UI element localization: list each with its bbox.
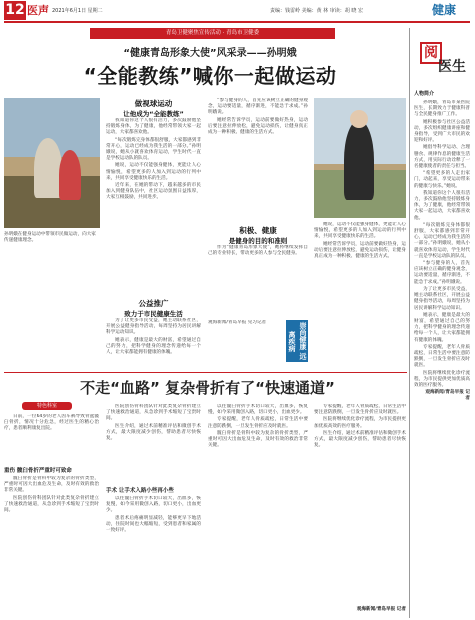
motto-label: 崇尚健康 远离疾病: [286, 320, 308, 362]
sidebar-intro-label: 人物简介: [414, 91, 435, 97]
paragraph: 她说，运动不仅能强身健体，更能让人心情愉悦，希望更多的人加入到运动的行列中来，共同享受健康快乐的生活。: [314, 222, 406, 240]
paragraph: 医院将继续优化诊疗流程，为市民提供更加优质高效的医疗服务。: [414, 370, 470, 388]
page-number: 12: [5, 2, 25, 18]
lower-col3-sub: 手术 让手术入路小些再小些: [106, 488, 174, 494]
sidebar-mark-2: 医生: [438, 59, 466, 75]
lower-col1-body: [4, 476, 99, 616]
sidebar-mark-1: 阅: [420, 42, 442, 64]
col2-section-sub: 致力于市民健康生活: [124, 310, 183, 318]
paragraph: 医生介绍，通过术前精准评估和微创手术方式，最大限度减少创伤，帮助患者尽快恢复。: [106, 423, 201, 442]
paragraph: 她经常告诉学员，运动前要做好热身，运动后要注意拉伸放松，避免运动损伤，让健身真正成为一种积极、健康的生活方式。: [314, 241, 406, 260]
date-line: 2021年6月1日 星期二: [52, 8, 103, 14]
paragraph: 医院创伤骨科团队针对此类复杂骨折建立了快速救治通道，从急诊到手术缩短了宝贵时间。: [106, 404, 201, 422]
paragraph: “每次锻炼完身体都很舒服，大家都感到非常开心，运动已经成为我生活的一部分。”孙明娥说，她从小就喜欢体育运动，学生时代一直是学校运动队的队员。: [106, 137, 201, 162]
paragraph: 作为“健康青岛形象大使”，她将继续发挥自己的专业特长，带动更多的人参与全民健身。: [208, 245, 308, 257]
paragraph: 为了让更多市民受益，她主动联系社区，开展公益健身指导活动，每周坚持为居民讲解科学运动知识。: [106, 318, 201, 336]
photo-caption: 孙明娥在健身运动中带领市民做运动，向大家传递健康理念。: [4, 232, 96, 244]
paragraph: 她表示，健康是最大的财富，希望通过自己的努力，把科学健身的理念传递给每一个人，让大家都能拥有健康的体魄。: [414, 312, 470, 343]
col1-headline2: 让他成为“全能教练”: [123, 110, 184, 118]
col2-section-title: 公益推广: [138, 299, 169, 308]
col4-body: [314, 222, 406, 362]
paragraph: 孙明娥，青岛市某医院医生，长期致力于健康科普与全民健身推广工作。: [414, 100, 470, 118]
col3-section-sub: 是健身的目的和准则: [228, 237, 288, 245]
paragraph: 专家提醒，老年人骨质疏松，日常生活中要注意防跌倒，一旦发生骨折应及时就医。: [414, 344, 470, 369]
main-headline: “全能教练”喊你一起做运动: [83, 64, 337, 88]
paragraph: 髋臼骨折是骨科中较为复杂的骨折类型，严重时可因大出血危及生命，及时有效的救治非常关键。: [4, 476, 99, 494]
paragraph: 以往髋臼骨折手术切口较大，出血多，恢复慢，如今采用微创入路，切口更小，出血更少。: [106, 496, 201, 514]
col2-body: [106, 318, 201, 368]
paragraph: 她积极参与社区公益活动，多次组织健康讲座和健身指导，受到广大市民的欢迎和好评。: [414, 119, 470, 144]
reporter: 观海新闻/青岛早报 记者: [425, 390, 470, 402]
col1-body: [106, 118, 201, 288]
paragraph: 髋臼骨折是骨科中较为复杂的骨折类型，严重时可因大出血危及生命，及时有效的救治非常关键。: [208, 430, 308, 449]
sidebar-mark: [412, 34, 468, 84]
paragraph: 她经常告诉学员，运动前要做好热身，运动后要注意拉伸放松，避免运动损伤，让健身真正成为一种积极、健康的生活方式。: [208, 117, 308, 136]
paragraph: “希望更多的人走出家门，动起来，享受运动带来的健康与快乐。”她说。: [414, 171, 470, 189]
paragraph: 患者术后疼痛明显减轻，能够更早下地活动，住院时间也大幅缩短，受到患者和家属的一致好评。: [106, 515, 201, 534]
lower-col2-body: [106, 496, 201, 616]
col3-section-title: 积极、健康: [239, 226, 277, 235]
brand-title: 健康: [432, 3, 457, 17]
section-name: 医声: [27, 4, 49, 17]
paragraph: “参与健身的人，首先应该树立正确的健身观念，运动要适量，循序渐进，不能急于求成。”孙明娥说。: [414, 261, 470, 285]
paragraph: “每次锻炼完身体都很舒服，大家都感到非常开心，运动已经成为我生活的一部分。”孙明娥说，她从小就喜欢体育运动，学生时代一直是学校运动队的队员。: [414, 222, 470, 259]
editors-line: 责编：钱雷岭 美编：黄 林 审读：胡 晓 宏: [270, 8, 363, 14]
paragraph: 专家提醒，老年人骨质疏松，日常生活中要注意防跌倒，一旦发生骨折应及时就医。: [314, 404, 406, 416]
col1-headline1: 做视球运动: [134, 99, 173, 108]
paragraph: 她说，运动不仅能强身健体，更能让人心情愉悦，希望更多的人加入到运动的行列中来，共同享受健康快乐的生活。: [106, 163, 201, 181]
motto-box: [208, 320, 308, 362]
lower-reporter: 观海新闻/青岛早报 记者: [356, 607, 406, 612]
paragraph: 医生介绍，通过术前精准评估和微创手术方式，最大限度减少创伤，帮助患者尽快恢复。: [314, 430, 406, 449]
paragraph: 日前，一位64岁的老人因车祸导致骨盆髋臼骨折，情况十分危急，经过医生的精心治疗，患者顺利康复出院。: [4, 414, 99, 432]
lower-headline: 不走“血路” 复杂骨折有了“快速通道”: [80, 379, 335, 397]
lower-col1-sub: 重伤 髋臼骨折严重时可致命: [4, 468, 72, 474]
paragraph: 我知道你这个人很有活力，多次鼓励他坚持锻炼身体，为了健康，他经常带领大家一起运动，大家都喜欢他。: [106, 118, 201, 136]
lower-col3-body: [208, 404, 308, 616]
lower-col4-body: [314, 404, 406, 604]
lower-col1-top: [4, 414, 99, 464]
sports-photo: [4, 98, 100, 228]
paragraph: 医院将继续优化诊疗流程，为市民提供更加优质高效的医疗服务。: [314, 417, 406, 429]
sidebar-body: [414, 100, 470, 605]
paragraph: 医院创伤骨科团队针对此类复杂骨折建立了快速救治通道，从急诊到手术缩短了宝贵时间。: [4, 495, 99, 514]
paragraph: 我知道你这个人很有活力，多次鼓励他坚持锻炼身体，为了健康，他经常带领大家一起运动，大家都喜欢他。: [414, 190, 470, 221]
paragraph: “参与健身的人，首先应该树立正确的健身观念，运动要适量，循序渐进，不能急于求成。”孙明娥说。: [208, 98, 308, 116]
portrait-photo: [314, 98, 406, 218]
feature-tag: 特色科室: [22, 402, 72, 410]
header-rule: [4, 21, 470, 23]
paragraph: 专家提醒，老年人骨质疏松，日常生活中要注意防跌倒，一旦发生骨折应及时就医。: [208, 417, 308, 429]
paragraph: 为了让更多市民受益，她主动联系社区，开展公益健身指导活动，每周坚持为居民讲解科学运动知识。: [414, 286, 470, 311]
col3-upper: [208, 98, 308, 223]
paragraph: 近年来，在她的带动下，越来越多的市民加入到健身队伍中，社区运动氛围日益浓厚，大家互相鼓励，共同进步。: [106, 183, 201, 201]
paragraph: 以往髋臼骨折手术切口较大，出血多，恢复慢，如今采用微创入路，切口更小，出血更少。: [208, 404, 308, 416]
col3-body: [208, 245, 308, 320]
subheadline: “健康青岛形象大使”风采录——孙明娥: [123, 48, 297, 59]
col3-reporter: 观海新闻/青岛早报 见习记者: [208, 320, 267, 325]
series-banner: 青岛卫健聚焦宣传活动 · 青岛市卫健委: [90, 28, 335, 39]
paragraph: 她倡导科学运动、合理膳食、规律作息的健康生活方式，用实际行动诠释了一名健康使者的责任与担当。: [414, 145, 470, 170]
paragraph: 她表示，健康是最大的财富，希望通过自己的努力，把科学健身的理念传递给每一个人，让大家都能拥有健康的体魄。: [106, 337, 201, 356]
lower-col2-top: [106, 404, 201, 484]
